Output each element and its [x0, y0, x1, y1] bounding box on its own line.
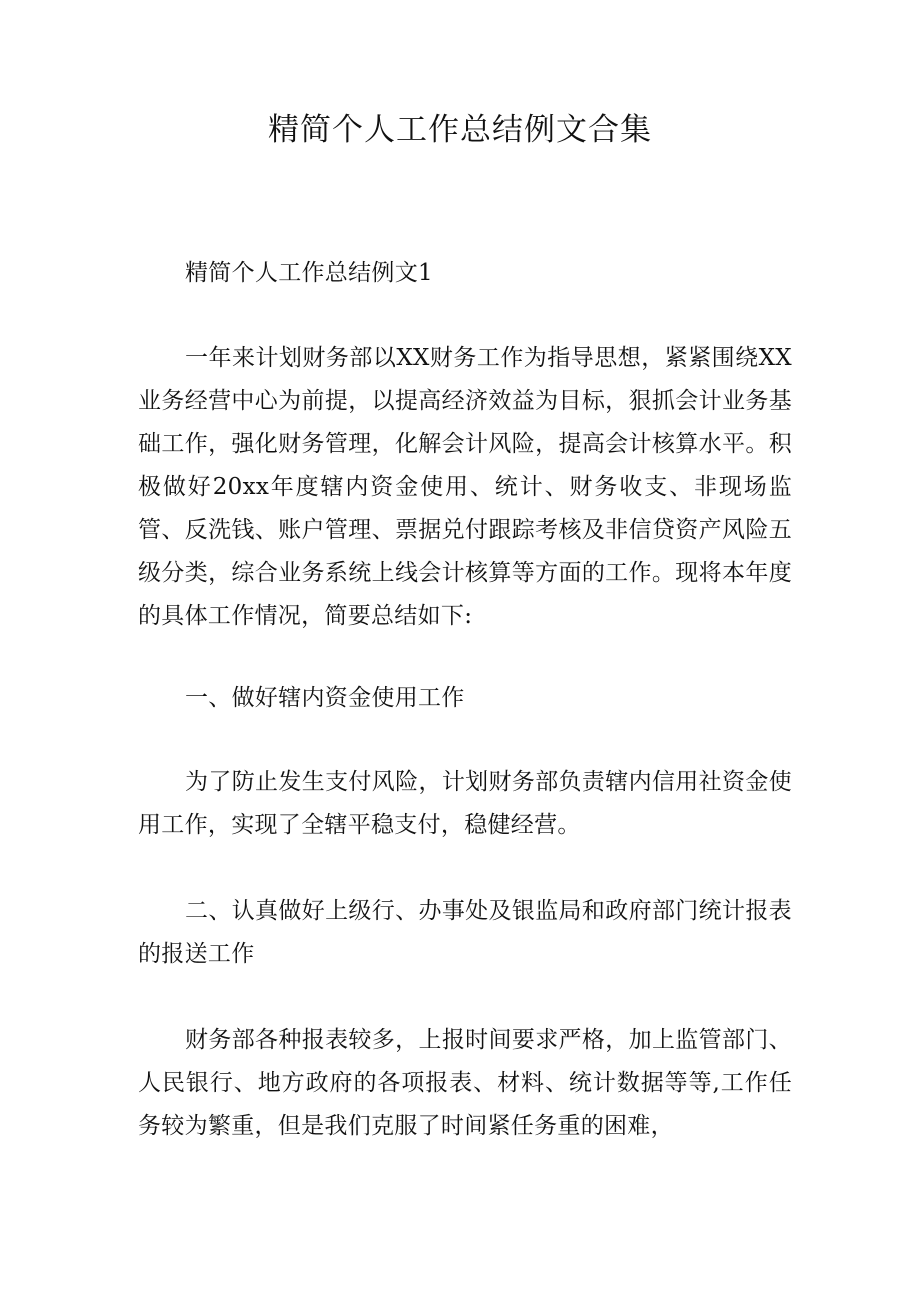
section-heading-1: 一、做好辖内资金使用工作: [185, 685, 465, 711]
paragraph-reports: 财务部各种报表较多，上报时间要求严格，加上监管部门、人民银行、地方政府的各项报表、材料、统计数据等等,工作任务较为繁重，但是我们克服了时间紧任务重的困难，: [138, 1027, 792, 1139]
section-heading-2: 二、认真做好上级行、办事处及银监局和政府部门统计报表的报送工作: [138, 898, 792, 967]
document-title: 精简个人工作总结例文合集: [268, 112, 652, 148]
section-heading-example-1: 精简个人工作总结例文1: [185, 260, 433, 286]
paragraph-fund-use: 为了防止发生支付风险，计划财务部负责辖内信用社资金使用工作，实现了全辖平稳支付，稳健经营。: [138, 769, 792, 838]
paragraph-intro: 一年来计划财务部以XX财务工作为指导思想，紧紧围绕XX业务经营中心为前提，以提高经济效益为目标，狠抓会计业务基础工作，强化财务管理，化解会计风险，提高会计核算水平。积极做好20xx年度辖内资金使用、统计、财务收支、非现场监管、反洗钱、账户管理、票据兑付跟踪考核及非信贷资产风险五级分类，综合业务系统上线会计核算等方面的工作。现将本年度的具体工作情况，简要总结如下:: [138, 345, 792, 629]
